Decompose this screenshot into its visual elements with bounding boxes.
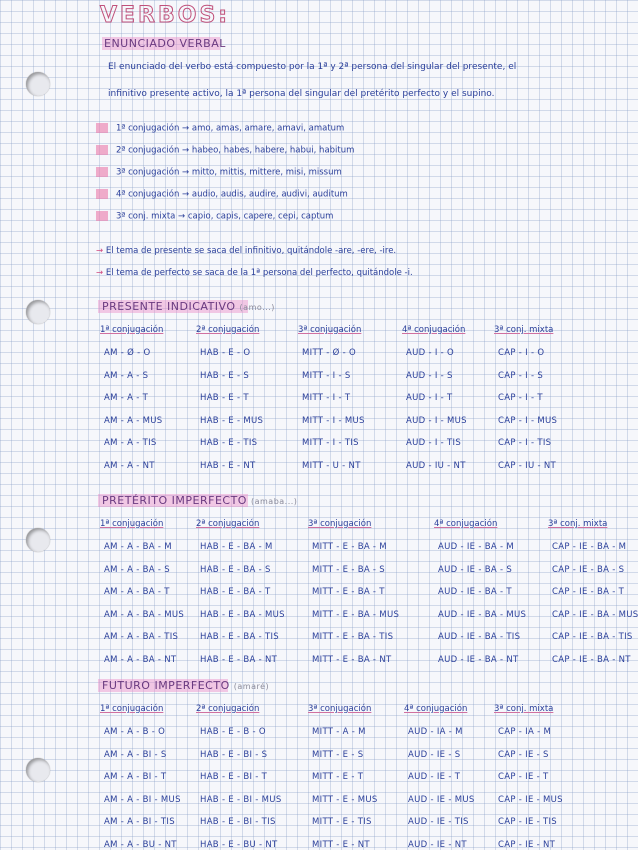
conjugation-form: CAP - IE - BA - NT — [552, 654, 631, 665]
section-title: FUTURO IMPERFECTO — [102, 679, 230, 692]
column-header: 2ª conjugación — [196, 325, 260, 335]
conjugation-form: MITT - E - TIS — [312, 817, 372, 827]
conjugation-form: AM - A - S — [104, 370, 149, 381]
conjugation-form: CAP - I - O — [498, 348, 545, 358]
conjugation-form: CAP - IE - MUS — [498, 794, 563, 805]
conjugation-form: HAB - E - MUS — [200, 415, 264, 426]
column-header: 4ª conjugación — [434, 519, 498, 529]
conjugation-form: CAP - IE - NT — [498, 839, 556, 850]
conjugation-form: CAP - IE - BA - M — [552, 542, 627, 552]
column-header: 3ª conjugación — [308, 519, 372, 529]
conjugation-form: AM - A - BI - TIS — [104, 817, 175, 827]
conjugation-form: AUD - IE - MUS — [408, 794, 475, 805]
binder-hole-lower — [26, 528, 50, 552]
conjugation-text: 4ª conjugación → audio, audis, audire, audivi, auditum — [116, 189, 348, 200]
conjugation-form: HAB - E - BA - S — [200, 564, 271, 575]
conjugation-form: HAB - E - BI - MUS — [200, 794, 282, 805]
conjugation-form: CAP - IE - BA - TIS — [552, 632, 633, 642]
conjugation-form: MITT - E - S — [312, 749, 364, 760]
conjugation-form: AUD - IE - BA - NT — [438, 654, 519, 665]
bullet-marker — [96, 189, 108, 199]
conjugation-form: MITT - E - MUS — [312, 794, 378, 805]
conjugation-form: AUD - IE - BA - TIS — [438, 632, 521, 642]
conjugation-form: AUD - I - TIS — [406, 438, 462, 448]
bullet-marker — [96, 167, 108, 177]
conjugation-form: AM - A - BA - NT — [104, 654, 177, 665]
section-title: PRETÉRITO IMPERFECTO — [102, 494, 247, 507]
conjugation-form: MITT - I - TIS — [302, 438, 359, 448]
conjugation-form: AUD - I - S — [406, 370, 453, 381]
bullet-marker — [96, 211, 108, 221]
column-header: 3ª conj. mixta — [494, 704, 554, 714]
conjugation-form: HAB - E - TIS — [200, 438, 258, 448]
conjugation-form: HAB - E - BI - T — [200, 772, 268, 782]
conjugation-form: CAP - IE - T — [498, 772, 549, 782]
conjugation-form: AM - A - BA - MUS — [104, 609, 185, 620]
conjugation-form: AM - A - TIS — [104, 438, 157, 448]
conjugation-form: HAB - E - BU - NT — [200, 839, 278, 850]
section-heading — [102, 494, 297, 507]
conjugation-form: CAP - I - MUS — [498, 415, 558, 426]
column-header: 4ª conjugación — [404, 704, 468, 714]
arrow-icon: → — [96, 246, 104, 256]
conjugation-form: HAB - E - T — [200, 393, 249, 403]
conjugation-form: AM - A - BA - S — [104, 564, 170, 575]
binder-hole-top — [26, 72, 50, 96]
conjugation-form: MITT - E - BA - T — [312, 587, 385, 597]
conjugation-form: AM - A - B - O — [104, 727, 166, 737]
column-header: 3ª conjugación — [298, 325, 362, 335]
section-title: PRESENTE INDICATIVO — [102, 300, 236, 313]
conjugation-form: AUD - IE - BA - M — [438, 542, 514, 552]
conjugation-form: MITT - U - NT — [302, 460, 361, 471]
binder-hole-bottom — [26, 758, 50, 782]
conjugation-form: MITT - I - S — [302, 370, 351, 381]
conjugation-item — [96, 167, 342, 178]
section-heading — [102, 300, 275, 313]
arrow-icon: → — [96, 268, 104, 278]
conjugation-text: 3ª conjugación → mitto, mittis, mittere, misi, missum — [116, 167, 342, 178]
conjugation-form: AM - A - BU - NT — [104, 839, 177, 850]
conjugation-form: HAB - E - BA - M — [200, 542, 273, 552]
conjugation-form: AUD - I - T — [406, 393, 453, 403]
conjugation-form: MITT - E - T — [312, 772, 364, 782]
section-heading — [102, 679, 269, 692]
conjugation-form: AM - Ø - O — [104, 348, 151, 358]
conjugation-form: AM - A - BA - M — [104, 542, 172, 552]
conjugation-form: CAP - I - S — [498, 370, 544, 381]
conjugation-form: AUD - IE - T — [408, 772, 461, 782]
conjugation-form: HAB - E - BI - TIS — [200, 817, 276, 827]
section-subtitle: (amo...) — [239, 303, 275, 312]
conjugation-text: 2ª conjugación → habeo, habes, habere, habui, habitum — [116, 145, 355, 156]
conjugation-form: AUD - IE - NT — [408, 839, 467, 850]
column-header: 2ª conjugación — [196, 519, 260, 529]
conjugation-form: AUD - IE - BA - S — [438, 564, 513, 575]
conjugation-form: MITT - I - MUS — [302, 415, 365, 426]
conjugation-form: CAP - IE - BA - S — [552, 564, 625, 575]
section-subtitle: (amaré) — [233, 682, 270, 691]
column-header: 1ª conjugación — [100, 325, 164, 335]
conjugation-form: CAP - I - TIS — [498, 438, 552, 448]
binder-hole-middle — [26, 300, 50, 324]
conjugation-form: HAB - E - BA - TIS — [200, 632, 279, 642]
column-header: 3ª conj. mixta — [494, 325, 554, 335]
conjugation-form: AUD - I - O — [406, 348, 455, 358]
conjugation-form: AM - A - NT — [104, 460, 155, 471]
conjugation-form: HAB - E - BA - MUS — [200, 609, 285, 620]
conjugation-form: AUD - I - MUS — [406, 415, 467, 426]
column-header: 1ª conjugación — [100, 704, 164, 714]
conjugation-form: HAB - E - BA - NT — [200, 654, 278, 665]
conjugation-form: CAP - I - T — [498, 393, 543, 403]
conjugation-form: HAB - E - BA - T — [200, 587, 271, 597]
enunciado-line-1: El enunciado del verbo está compuesto por la 1ª y 2ª persona del singular del presente, el — [108, 62, 517, 72]
conjugation-form: AUD - IE - BA - MUS — [438, 609, 527, 620]
conjugation-form: AM - A - BA - TIS — [104, 632, 179, 642]
conjugation-form: AUD - IA - M — [408, 727, 463, 737]
column-header: 2ª conjugación — [196, 704, 260, 714]
conjugation-form: CAP - IE - BA - T — [552, 587, 625, 597]
conjugation-form: MITT - E - BA - S — [312, 564, 386, 575]
column-header: 3ª conjugación — [308, 704, 372, 714]
conjugation-item — [96, 123, 344, 134]
conjugation-form: AM - A - T — [104, 393, 149, 403]
conjugation-form: AM - A - MUS — [104, 415, 163, 426]
section-subtitle: (amaba...) — [250, 497, 298, 506]
column-header: 1ª conjugación — [100, 519, 164, 529]
conjugation-item — [96, 145, 354, 156]
note-present-stem — [96, 246, 396, 256]
conjugation-item — [96, 211, 333, 222]
conjugation-form: CAP - IE - S — [498, 749, 549, 760]
note-text: El tema de presente se saca del infinitivo, quitándole -are, -ere, -ire. — [105, 246, 397, 256]
page-title: VERBOS: — [100, 3, 231, 28]
conjugation-form: HAB - E - O — [200, 348, 251, 358]
conjugation-form: MITT - E - BA - MUS — [312, 609, 400, 620]
column-header: 3ª conj. mixta — [548, 519, 608, 529]
conjugation-form: HAB - E - B - O — [200, 727, 266, 737]
conjugation-form: HAB - E - BI - S — [200, 749, 268, 760]
conjugation-form: AM - A - BI - S — [104, 749, 167, 760]
enunciado-heading: ENUNCIADO VERBAL — [104, 37, 226, 50]
conjugation-form: AM - A - BI - MUS — [104, 794, 181, 805]
enunciado-line-2: infinitivo presente activo, la 1ª persona del singular del pretérito perfecto y el supino. — [108, 89, 495, 99]
note-text: El tema de perfecto se saca de la 1ª persona del perfecto, quitándole -i. — [105, 268, 413, 278]
conjugation-text: 3ª conj. mixta → capio, capis, capere, cepi, captum — [116, 211, 334, 222]
bullet-marker — [96, 123, 108, 133]
conjugation-form: HAB - E - NT — [200, 460, 256, 471]
conjugation-form: AM - A - BA - T — [104, 587, 170, 597]
conjugation-form: AUD - IE - BA - T — [438, 587, 512, 597]
conjugation-form: AM - A - BI - T — [104, 772, 167, 782]
conjugation-form: MITT - E - BA - TIS — [312, 632, 394, 642]
conjugation-form: CAP - IE - TIS — [498, 817, 557, 827]
conjugation-form: MITT - E - BA - NT — [312, 654, 392, 665]
conjugation-form: HAB - E - S — [200, 370, 250, 381]
bullet-marker — [96, 145, 108, 155]
conjugation-form: MITT - A - M — [312, 727, 366, 737]
conjugation-form: MITT - E - NT — [312, 839, 370, 850]
conjugation-form: CAP - IE - BA - MUS — [552, 609, 638, 620]
conjugation-form: CAP - IA - M — [498, 727, 552, 737]
conjugation-form: MITT - I - T — [302, 393, 351, 403]
conjugation-form: MITT - E - BA - M — [312, 542, 387, 552]
conjugation-form: AUD - IE - TIS — [408, 817, 469, 827]
conjugation-form: MITT - Ø - O — [302, 348, 356, 358]
conjugation-form: CAP - IU - NT — [498, 460, 556, 471]
conjugation-form: AUD - IU - NT — [406, 460, 466, 471]
column-header: 4ª conjugación — [402, 325, 466, 335]
note-perfect-stem — [96, 268, 413, 278]
conjugation-item — [96, 189, 348, 200]
conjugation-text: 1ª conjugación → amo, amas, amare, amavi, amatum — [116, 123, 345, 134]
conjugation-form: AUD - IE - S — [408, 749, 461, 760]
enunciado-text — [108, 54, 588, 108]
